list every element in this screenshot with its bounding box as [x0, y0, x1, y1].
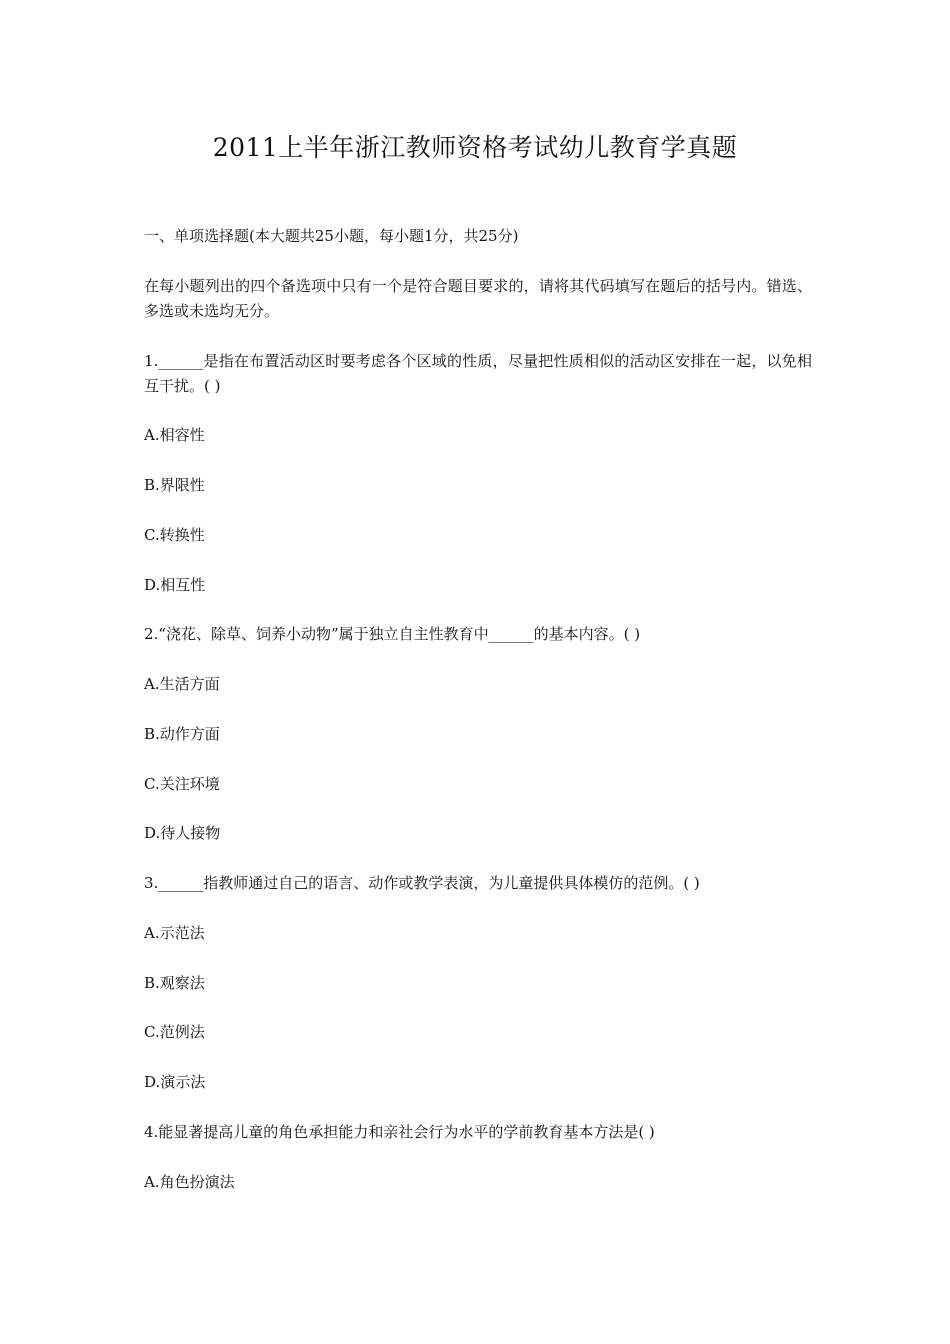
question-3-option-d: D.演示法	[144, 1073, 206, 1091]
question-3-option-b: B.观察法	[144, 974, 205, 992]
question-1-option-b: B.界限性	[144, 476, 205, 494]
question-2-option-c: C.关注环境	[144, 775, 220, 793]
question-2-option-b: B.动作方面	[144, 725, 220, 743]
question-2-option-a: A.生活方面	[144, 675, 220, 693]
section-heading: 一、单项选择题(本大题共25小题，每小题1分，共25分)	[144, 227, 519, 245]
question-1-option-a: A.相容性	[144, 426, 205, 444]
question-1-stem: 1.______是指在布置活动区时要考虑各个区域的性质，尽量把性质相似的活动区安排在一起，以免相互干扰。( )	[144, 352, 812, 395]
question-1-option-d: D.相互性	[144, 576, 206, 594]
question-4-option-a: A.角色扮演法	[144, 1173, 235, 1191]
question-2-option-d: D.待人接物	[144, 824, 221, 842]
question-3-stem: 3.______指教师通过自己的语言、动作或教学表演，为儿童提供具体模仿的范例。( )	[144, 874, 700, 892]
question-2-stem: 2.“浇花、除草、饲养小动物”属于独立自主性教育中______的基本内容。( )	[144, 625, 641, 643]
question-1-option-c: C.转换性	[144, 526, 205, 544]
question-4-stem: 4.能显著提高儿童的角色承担能力和亲社会行为水平的学前教育基本方法是( )	[144, 1123, 655, 1141]
question-3-option-c: C.范例法	[144, 1023, 205, 1041]
question-3-option-a: A.示范法	[144, 924, 205, 942]
instructions-paragraph: 在每小题列出的四个备选项中只有一个是符合题目要求的，请将其代码填写在题后的括号内。错选、多选或未选均无分。	[144, 277, 812, 320]
document-title: 2011上半年浙江教师资格考试幼儿教育学真题	[212, 133, 738, 162]
